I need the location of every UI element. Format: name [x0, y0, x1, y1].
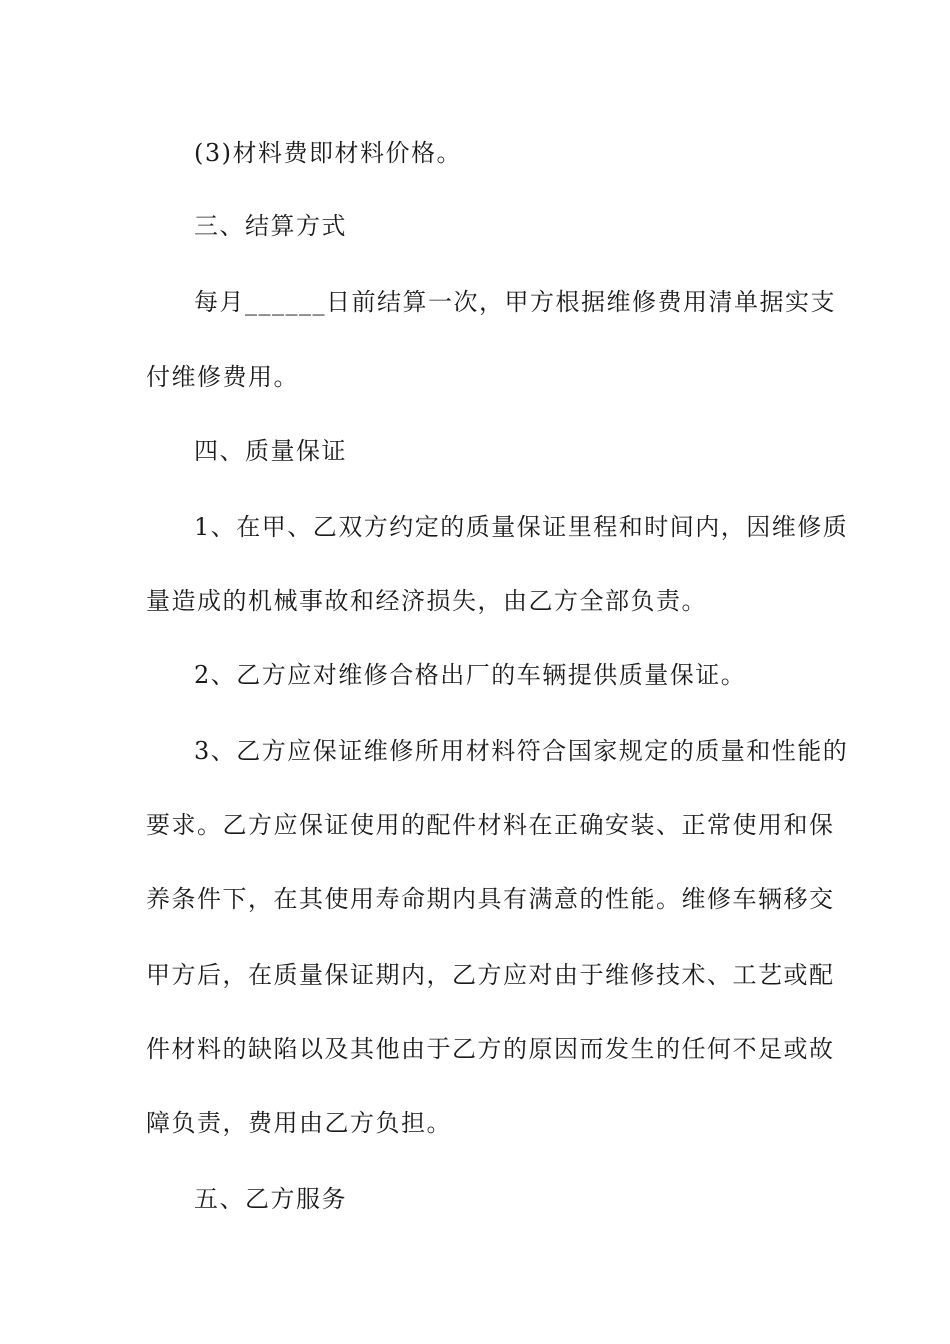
paragraph-settlement-line-1: 每月______日前结算一次，甲方根据维修费用清单据实支 — [194, 288, 836, 316]
paragraph-material-cost: (3)材料费即材料价格。 — [194, 139, 462, 167]
paragraph-quality-3-line-5: 件材料的缺陷以及其他由于乙方的原因而发生的任何不足或故 — [146, 1035, 835, 1063]
section-heading-settlement: 三、结算方式 — [194, 212, 347, 240]
section-heading-quality: 四、质量保证 — [194, 437, 347, 465]
paragraph-quality-1-line-1: 1、在甲、乙双方约定的质量保证里程和时间内，因维修质 — [194, 513, 849, 541]
paragraph-quality-2: 2、乙方应对维修合格出厂的车辆提供质量保证。 — [194, 661, 747, 689]
paragraph-quality-3-line-4: 甲方后，在质量保证期内，乙方应对由于维修技术、工艺或配 — [146, 961, 835, 989]
paragraph-quality-3-line-6: 障负责，费用由乙方负担。 — [146, 1109, 452, 1137]
paragraph-quality-3-line-2: 要求。乙方应保证使用的配件材料在正确安装、正常使用和保 — [146, 811, 835, 839]
section-heading-service: 五、乙方服务 — [194, 1185, 347, 1213]
paragraph-quality-3-line-3: 养条件下，在其使用寿命期内具有满意的性能。维修车辆移交 — [146, 885, 835, 913]
paragraph-quality-1-line-2: 量造成的机械事故和经济损失，由乙方全部负责。 — [146, 587, 707, 615]
paragraph-settlement-line-2: 付维修费用。 — [146, 363, 299, 391]
paragraph-quality-3-line-1: 3、乙方应保证维修所用材料符合国家规定的质量和性能的 — [194, 737, 849, 765]
